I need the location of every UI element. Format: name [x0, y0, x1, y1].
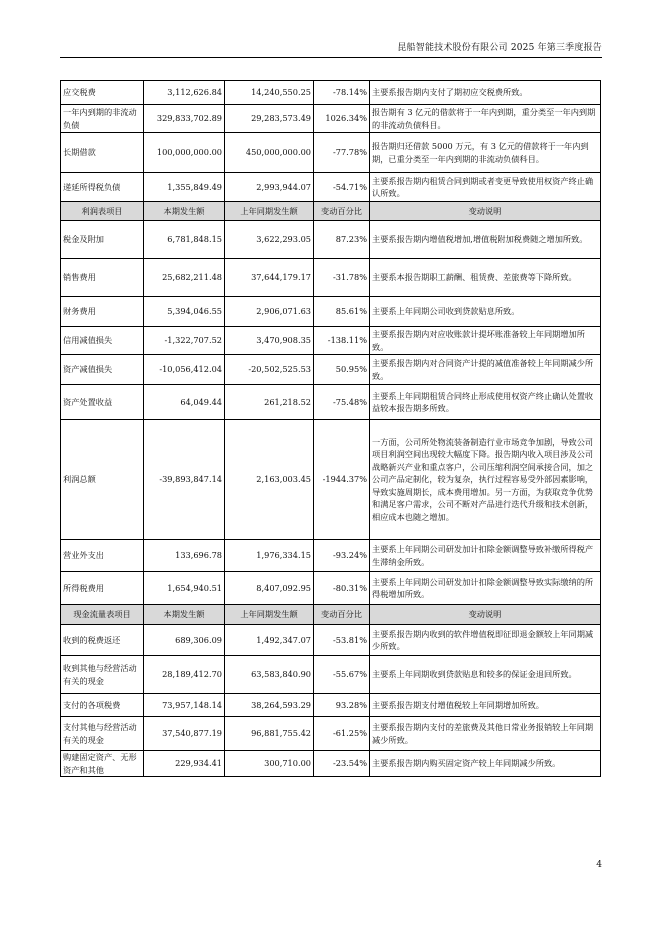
row-current-value: -10,056,412.04 — [144, 355, 225, 385]
table-row — [61, 297, 601, 327]
row-change-percent: -1944.37% — [314, 420, 370, 540]
table-row — [61, 105, 601, 133]
column-header-current: 本期发生额 — [144, 605, 225, 625]
row-previous-value: 37,644,179.17 — [225, 259, 314, 297]
table-row — [61, 355, 601, 385]
row-reason: 主要系上年同期租赁合同终止形成使用权资产终止确认处置收益较本报告期多所致。 — [370, 385, 601, 420]
row-previous-value: 8,407,092.95 — [225, 572, 314, 605]
row-change-percent: 93.28% — [314, 694, 370, 717]
column-header-reason: 变动说明 — [370, 605, 601, 625]
row-current-value: 229,934.41 — [144, 751, 225, 777]
table-row — [61, 656, 601, 694]
page-number: 4 — [596, 860, 602, 870]
row-previous-value: 1,492,347.07 — [225, 625, 314, 656]
row-change-percent: -93.24% — [314, 540, 370, 572]
row-item: 资产处置收益 — [61, 385, 144, 420]
row-item: 购建固定资产、无形资产和其他 — [61, 751, 144, 777]
row-previous-value: 3,470,908.35 — [225, 327, 314, 355]
row-reason: 主要系报告期内租赁合同到期或者变更导致使用权资产终止确认所致。 — [370, 173, 601, 202]
row-item: 支付的各项税费 — [61, 694, 144, 717]
table-row — [61, 81, 601, 105]
row-change-percent: 1026.34% — [314, 105, 370, 133]
table-row — [61, 694, 601, 717]
row-reason: 主要系报告期支付增值税较上年同期增加所致。 — [370, 694, 601, 717]
row-current-value: 25,682,211.48 — [144, 259, 225, 297]
row-change-percent: -78.14% — [314, 81, 370, 105]
row-item: 利润总额 — [61, 420, 144, 540]
row-current-value: -1,322,707.52 — [144, 327, 225, 355]
row-change-percent: 87.23% — [314, 221, 370, 259]
row-reason: 主要系上年同期公司收到贷款贴息所致。 — [370, 297, 601, 327]
row-item: 支付其他与经营活动有关的现金 — [61, 717, 144, 751]
row-previous-value: 96,881,755.42 — [225, 717, 314, 751]
row-item: 销售费用 — [61, 259, 144, 297]
report-header-title: 昆船智能技术股份有限公司 2025 年第三季度报告 — [397, 43, 602, 53]
row-previous-value: 38,264,593.29 — [225, 694, 314, 717]
table-row — [61, 385, 601, 420]
row-reason: 主要系上年同期公司研发加计扣除金额调整导致补缴所得税产生滞纳金所致。 — [370, 540, 601, 572]
section-header-row — [61, 605, 601, 625]
row-previous-value: 2,906,071.63 — [225, 297, 314, 327]
row-item: 递延所得税负债 — [61, 173, 144, 202]
row-change-percent: -31.78% — [314, 259, 370, 297]
row-previous-value: 14,240,550.25 — [225, 81, 314, 105]
row-change-percent: -80.31% — [314, 572, 370, 605]
table-row — [61, 717, 601, 751]
column-header-reason: 变动说明 — [370, 202, 601, 221]
column-header-change: 变动百分比 — [314, 202, 370, 221]
table-row — [61, 572, 601, 605]
row-reason: 主要系报告期内对应收账款计提坏账准备较上年同期增加所致。 — [370, 327, 601, 355]
section-header-row — [61, 202, 601, 221]
row-current-value: 1,654,940.51 — [144, 572, 225, 605]
row-current-value: 64,049.44 — [144, 385, 225, 420]
table-row — [61, 625, 601, 656]
row-reason: 主要系报告期内增值税增加,增值税附加税费随之增加所致。 — [370, 221, 601, 259]
row-item: 所得税费用 — [61, 572, 144, 605]
row-reason: 报告期有 3 亿元的借款将于一年内到期，重分类至一年内到期的非流动负债科目。 — [370, 105, 601, 133]
table-row — [61, 420, 601, 540]
row-reason: 主要系报告期内支付的差旅费及其他日常业务报销较上年同期减少所致。 — [370, 717, 601, 751]
row-item: 收到其他与经营活动有关的现金 — [61, 656, 144, 694]
row-item: 资产减值损失 — [61, 355, 144, 385]
row-current-value: 3,112,626.84 — [144, 81, 225, 105]
table-row — [61, 221, 601, 259]
row-change-percent: -61.25% — [314, 717, 370, 751]
row-reason: 主要系报告期内支付了期初应交税费所致。 — [370, 81, 601, 105]
table-row — [61, 540, 601, 572]
row-change-percent: 85.61% — [314, 297, 370, 327]
table-row — [61, 173, 601, 202]
column-header-item: 利润表项目 — [61, 202, 144, 221]
row-item: 应交税费 — [61, 81, 144, 105]
row-item: 收到的税费返还 — [61, 625, 144, 656]
row-previous-value: 29,283,573.49 — [225, 105, 314, 133]
row-previous-value: 261,218.52 — [225, 385, 314, 420]
row-reason: 主要系上年同期收到贷款贴息和较多的保证金退回所致。 — [370, 656, 601, 694]
row-change-percent: -23.54% — [314, 751, 370, 777]
row-reason: 主要系报告期内对合同资产计提的减值准备较上年同期减少所致。 — [370, 355, 601, 385]
row-current-value: 73,957,148.14 — [144, 694, 225, 717]
row-previous-value: 2,993,944.07 — [225, 173, 314, 202]
table-row — [61, 133, 601, 173]
row-reason: 一方面，公司所处物流装备制造行业市场竞争加剧，导致公司项目利润空间出现较大幅度下降。报告期内收入项目涉及公司战略新兴产业和重点客户，公司压缩利润空间承接合同，加之公司产品定制化，较为复杂，执行过程容易受外部因素影响，导致实施周期长，成本费用增加。另一方面，为获取竞争优势和满足客户需求，公司不断对产品进行迭代升级和技术创新，相应成本也随之增加。 — [370, 420, 601, 540]
row-reason: 主要系本报告期职工薪酬、租赁费、差旅费等下降所致。 — [370, 259, 601, 297]
row-change-percent: -53.81% — [314, 625, 370, 656]
table-row — [61, 327, 601, 355]
row-reason: 主要系报告期内收到的软件增值税即征即退金额较上年同期减少所致。 — [370, 625, 601, 656]
row-change-percent: -77.78% — [314, 133, 370, 173]
row-change-percent: -138.11% — [314, 327, 370, 355]
table-row — [61, 751, 601, 777]
row-reason: 主要系上年同期公司研发加计扣除金额调整导致实际缴纳的所得税增加所致。 — [370, 572, 601, 605]
column-header-current: 本期发生额 — [144, 202, 225, 221]
row-change-percent: -75.48% — [314, 385, 370, 420]
row-current-value: 37,540,877.19 — [144, 717, 225, 751]
row-item: 税金及附加 — [61, 221, 144, 259]
column-header-change: 变动百分比 — [314, 605, 370, 625]
financial-change-table — [60, 80, 601, 777]
row-change-percent: -55.67% — [314, 656, 370, 694]
row-change-percent: 50.95% — [314, 355, 370, 385]
row-change-percent: -54.71% — [314, 173, 370, 202]
column-header-previous: 上年同期发生额 — [225, 605, 314, 625]
row-current-value: 5,394,046.55 — [144, 297, 225, 327]
row-item: 财务费用 — [61, 297, 144, 327]
row-previous-value: 1,976,334.15 — [225, 540, 314, 572]
column-header-item: 现金流量表项目 — [61, 605, 144, 625]
row-current-value: 1,355,849.49 — [144, 173, 225, 202]
row-item: 信用减值损失 — [61, 327, 144, 355]
row-item: 营业外支出 — [61, 540, 144, 572]
row-previous-value: 300,710.00 — [225, 751, 314, 777]
row-current-value: 100,000,000.00 — [144, 133, 225, 173]
row-previous-value: 3,622,293.05 — [225, 221, 314, 259]
column-header-previous: 上年同期发生额 — [225, 202, 314, 221]
row-item: 长期借款 — [61, 133, 144, 173]
row-previous-value: 2,163,003.45 — [225, 420, 314, 540]
row-current-value: 28,189,412.70 — [144, 656, 225, 694]
row-previous-value: 450,000,000.00 — [225, 133, 314, 173]
row-current-value: 689,306.09 — [144, 625, 225, 656]
row-reason: 报告期归还借款 5000 万元，有 3 亿元的借款将于一年内到期，已重分类至一年内到期的非流动负债科目。 — [370, 133, 601, 173]
row-item: 一年内到期的非流动负债 — [61, 105, 144, 133]
table-row — [61, 259, 601, 297]
row-current-value: 133,696.78 — [144, 540, 225, 572]
row-previous-value: 63,583,840.90 — [225, 656, 314, 694]
row-reason: 主要系报告期内购买固定资产较上年同期减少所致。 — [370, 751, 601, 777]
header-rule — [60, 57, 602, 58]
row-current-value: 329,833,702.89 — [144, 105, 225, 133]
row-current-value: 6,781,848.15 — [144, 221, 225, 259]
row-current-value: -39,893,847.14 — [144, 420, 225, 540]
row-previous-value: -20,502,525.53 — [225, 355, 314, 385]
